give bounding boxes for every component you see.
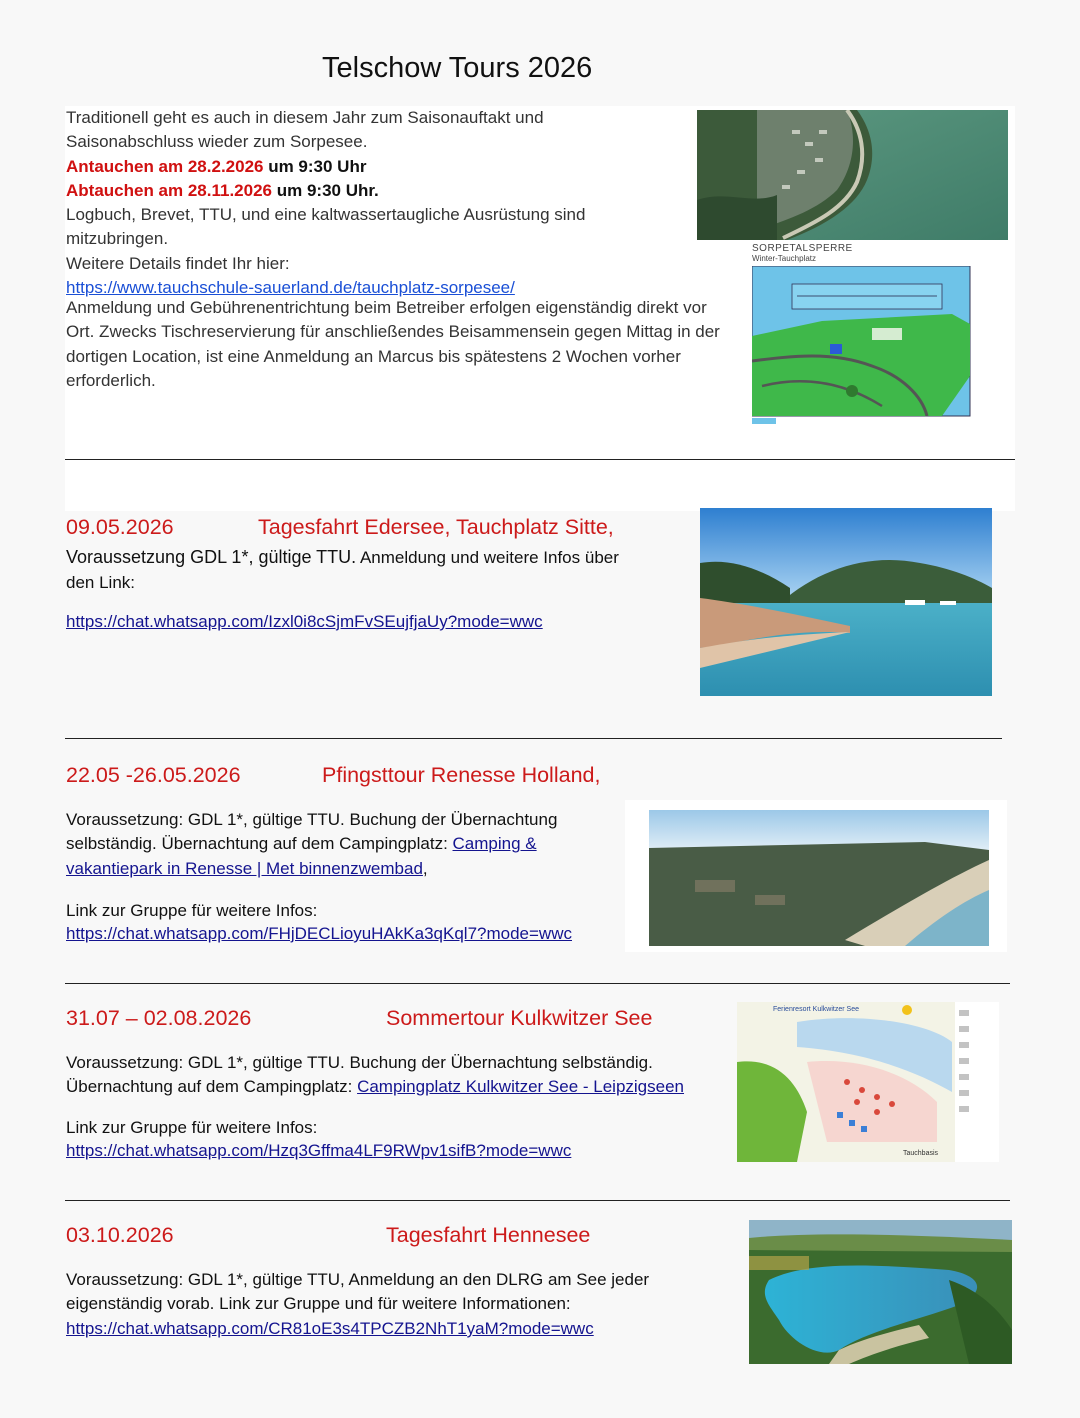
antauchen-date: Antauchen am 28.2.2026 xyxy=(66,156,264,176)
antauchen-line xyxy=(66,155,706,179)
group-link-label: Link zur Gruppe für weitere Infos: xyxy=(66,901,318,920)
tour-description xyxy=(66,808,626,881)
abtauchen-line xyxy=(66,179,706,203)
tour-name: Tagesfahrt Hennesee xyxy=(386,1223,591,1247)
tour-info: Anmeldung und weitere Infos über xyxy=(356,548,619,567)
camping-link-renesse-cont[interactable]: vakantiepark in Renesse | Met binnenzwembad xyxy=(66,858,423,878)
tour-info-line xyxy=(66,857,626,881)
section-divider xyxy=(65,738,1002,739)
intro-paragraph xyxy=(66,296,746,393)
tour-info-text: , xyxy=(422,858,428,878)
intro-text xyxy=(66,106,706,300)
abtauchen-date: Abtauchen am 28.11.2026 xyxy=(66,180,273,200)
camping-link-renesse[interactable]: Camping & xyxy=(452,834,537,854)
map-label: Tauchbasis xyxy=(903,1150,939,1157)
hennesee-photo xyxy=(749,1220,1012,1364)
camping-link-kulkwitz[interactable]: Campingplatz Kulkwitzer See - Leipzigseen xyxy=(357,1077,685,1097)
tour-date: 09.05.2026 xyxy=(66,515,174,539)
tour-info-line: Voraussetzung: GDL 1*, gültige TTU. Buchung der Übernachtung selbständig. xyxy=(66,1053,653,1072)
whatsapp-link-hennesee[interactable]: https://chat.whatsapp.com/CR81oE3s4TPCZB2NhT1yaM?mode=wwc xyxy=(66,1319,594,1338)
section-divider xyxy=(65,459,1015,460)
tour-date: 03.10.2026 xyxy=(66,1223,174,1247)
edersee-photo xyxy=(700,508,992,696)
intro-line: erforderlich. xyxy=(66,370,156,390)
intro-line: Ort. Zwecks Tischreservierung für anschließendes Beisammensein gegen Mittag in der xyxy=(66,322,720,342)
intro-line: Traditionell geht es auch in diesem Jahr zum Saisonauftakt und xyxy=(66,108,544,127)
tour-requirements: Voraussetzung GDL 1*, gültige TTU. xyxy=(66,547,357,567)
section-divider xyxy=(65,983,1010,984)
tour-date: 22.05 -26.05.2026 xyxy=(66,763,241,787)
sorpesee-dive-map xyxy=(752,244,972,430)
tour-info-text: selbständig. Übernachtung auf dem Campingplatz: xyxy=(66,834,453,854)
page-title: Telschow Tours 2026 xyxy=(322,52,593,84)
tour-description xyxy=(66,545,686,595)
renesse-photo xyxy=(625,800,1007,952)
tour-description xyxy=(66,1051,746,1100)
tour-info-line: Voraussetzung: GDL 1*, gültige TTU, Anmeldung an den DLRG am See jeder xyxy=(66,1270,650,1289)
intro-line: mitzubringen. xyxy=(66,229,169,249)
map-title: SORPETALSPERRE xyxy=(752,243,853,254)
intro-line: Weitere Details findet Ihr hier: xyxy=(66,253,290,273)
whatsapp-link-renesse[interactable]: https://chat.whatsapp.com/FHjDECLioyuHAkKa3qKql7?mode=wwc xyxy=(66,924,572,943)
sorpesee-aerial-photo xyxy=(697,110,1008,240)
map-title: Ferienresort Kulkwitzer See xyxy=(773,1006,859,1013)
abtauchen-time: um 9:30 Uhr. xyxy=(272,180,379,200)
whatsapp-link-kulkwitz[interactable]: https://chat.whatsapp.com/Hzq3Gffma4LF9RWpv1sifB?mode=wwc xyxy=(66,1141,572,1160)
tour-info-line xyxy=(66,832,626,856)
tour-info-line xyxy=(66,1075,746,1099)
tour-info-line: den Link: xyxy=(66,573,135,592)
section-divider xyxy=(65,1200,1010,1201)
tour-info-line: eigenständig vorab. Link zur Gruppe und für weitere Informationen: xyxy=(66,1294,571,1314)
intro-line: Saisonabschluss wieder zum Sorpesee. xyxy=(66,132,368,152)
group-link-label: Link zur Gruppe für weitere Infos: xyxy=(66,1118,318,1137)
intro-line: dortigen Location, ist eine Anmeldung an Marcus bis spätestens 2 Wochen vorher xyxy=(66,346,681,366)
tour-name: Pfingsttour Renesse Holland, xyxy=(322,763,601,787)
kulkwitz-resort-map xyxy=(737,1002,999,1162)
tour-description xyxy=(66,1268,746,1317)
intro-line: Logbuch, Brevet, TTU, und eine kaltwassertaugliche Ausrüstung sind xyxy=(66,205,586,225)
tour-date: 31.07 – 02.08.2026 xyxy=(66,1006,252,1030)
tour-info-line: Voraussetzung: GDL 1*, gültige TTU. Buchung der Übernachtung xyxy=(66,810,558,829)
tour-info-text: Übernachtung auf dem Campingplatz: xyxy=(66,1077,358,1097)
antauchen-time: um 9:30 Uhr xyxy=(263,156,367,176)
whatsapp-link-edersee[interactable]: https://chat.whatsapp.com/Izxl0i8cSjmFvSEujfjaUy?mode=wwc xyxy=(66,612,543,631)
sorpesee-link[interactable]: https://www.tauchschule-sauerland.de/tauchplatz-sorpesee/ xyxy=(66,278,515,298)
map-subtitle: Winter-Tauchplatz xyxy=(752,254,817,263)
intro-line: Anmeldung und Gebührenentrichtung beim Betreiber erfolgen eigenständig direkt vor xyxy=(66,298,707,317)
tour-name: Tagesfahrt Edersee, Tauchplatz Sitte, xyxy=(258,515,614,539)
tour-name: Sommertour Kulkwitzer See xyxy=(386,1006,653,1030)
